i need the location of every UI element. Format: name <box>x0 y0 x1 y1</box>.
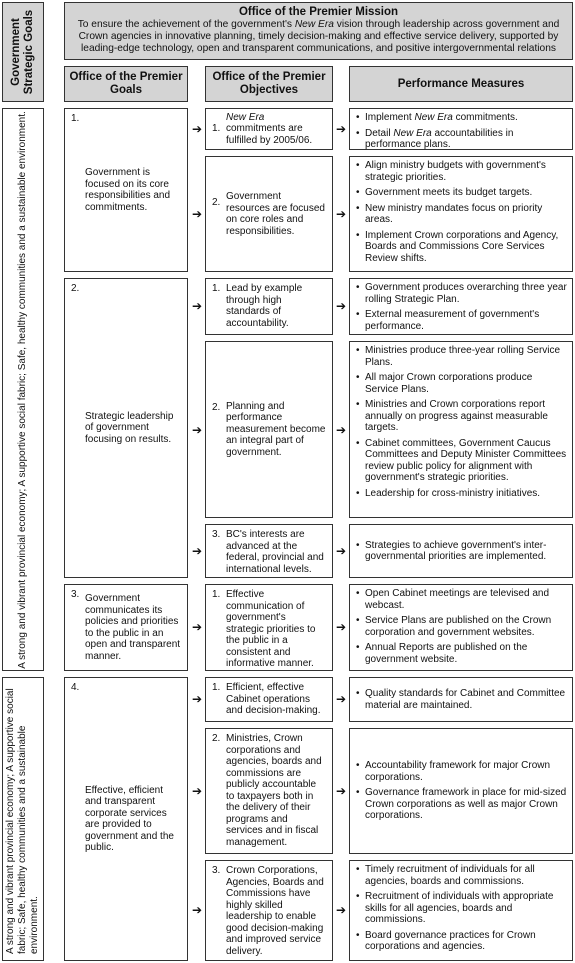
measure-item: • Board governance practices for Crown corporations and agencies. <box>354 930 568 953</box>
measures-2-3 <box>349 524 573 578</box>
objective-4-1 <box>205 677 333 722</box>
measures-4-2 <box>349 728 573 854</box>
measure-item: • Leadership for cross-ministry initiatives. <box>354 488 568 500</box>
arrow-right-icon: ➔ <box>191 299 203 313</box>
measure-item: • Open Cabinet meetings are televised and webcast. <box>354 588 568 611</box>
measure-item: • Recruitment of individuals with appropriate skills for all agencies, boards and commissions. <box>354 891 568 926</box>
arrow-right-icon: ➔ <box>335 299 347 313</box>
measure-item: • Accountability framework for major Crown corporations. <box>354 760 568 783</box>
measure-item: • Ministries produce three-year rolling Service Plans. <box>354 345 568 368</box>
measure-item: • Implement New Era commitments. <box>354 112 568 124</box>
objective-text: New Era commitments are fulfilled by 2005/06. <box>226 111 313 146</box>
objective-text: Planning and performance measurement become an integral part of government. <box>226 400 326 458</box>
objective-number: 1. <box>212 283 221 294</box>
measures-4-1 <box>349 677 573 722</box>
measure-item: • Government meets its budget targets. <box>354 187 568 199</box>
objective-3-1 <box>205 584 333 671</box>
objective-text: Efficient, effective Cabinet operations and decision-making. <box>226 682 321 716</box>
objective-number: 1. <box>212 682 221 693</box>
measure-item: • All major Crown corporations produce Service Plans. <box>354 372 568 395</box>
header-strategic-goals <box>2 2 44 102</box>
objective-number: 2. <box>212 197 221 208</box>
objective-number: 2. <box>212 733 221 744</box>
arrow-right-icon: ➔ <box>335 784 347 798</box>
measure-item: • External measurement of government's performance. <box>354 309 568 332</box>
arrow-right-icon: ➔ <box>335 620 347 634</box>
arrow-right-icon: ➔ <box>335 903 347 917</box>
measures-2-1 <box>349 278 573 335</box>
measure-item: • Governance framework in place for mid-sized Crown corporations as well as major Crown corporations. <box>354 787 568 822</box>
goal-text: Government is focused on its core responsibilities and commitments. <box>85 167 171 213</box>
measure-item: • Government produces overarching three year rolling Strategic Plan. <box>354 282 568 305</box>
arrow-right-icon: ➔ <box>191 122 203 136</box>
strategic-goal-text-2: A strong and vibrant provincial economy; A supportive social fabric; Safe, healthy communities and a sustainable environment. <box>5 688 40 954</box>
header-premier-objectives <box>205 66 333 102</box>
arrow-right-icon: ➔ <box>335 207 347 221</box>
header-premier-goals-label: Office of the Premier Goals <box>69 71 183 96</box>
goal-number: 3. <box>71 589 80 600</box>
mission-box <box>64 2 573 60</box>
arrow-right-icon: ➔ <box>191 903 203 917</box>
objective-text: Crown Corporations, Agencies, Boards and Commissions have highly skilled leadership to enable good decision-making and improved service delivery. <box>226 865 324 957</box>
arrow-right-icon: ➔ <box>335 122 347 136</box>
header-performance-measures <box>349 66 573 102</box>
objective-text: Lead by example through high standards of accountability. <box>226 283 303 329</box>
objective-text: BC's interests are advanced at the federal, provincial and international levels. <box>226 529 324 575</box>
arrow-right-icon: ➔ <box>191 544 203 558</box>
measure-item: • Ministries and Crown corporations report annually on progress against measurable targets. <box>354 399 568 434</box>
objective-text: Effective communication of government's strategic priorities to the public in a consistent and informative manner. <box>226 589 316 669</box>
arrow-right-icon: ➔ <box>191 620 203 634</box>
measures-2-2 <box>349 341 573 518</box>
objective-number: 3. <box>212 865 221 876</box>
header-performance-measures-label: Performance Measures <box>397 77 525 90</box>
objective-text: Ministries, Crown corporations and agencies, boards and commissions are publicly accountable to taxpayers both in the delivery of their programs and services and in fiscal management. <box>226 733 322 848</box>
measure-item: • Timely recruitment of individuals for all agencies, boards and commissions. <box>354 864 568 887</box>
measures-1-1 <box>349 108 573 150</box>
strategic-goal-text-1: A strong and vibrant provincial economy; A supportive social fabric; Safe, healthy communities and a sustainable environment. <box>17 110 28 669</box>
goal-text: Effective, efficient and transparent corporate services are provided to government and the public. <box>85 784 174 853</box>
goal-text: Government communicates its policies and priorities to the public in an open and transparent manner. <box>85 593 181 662</box>
measure-item: • Align ministry budgets with government's strategic priorities. <box>354 160 568 183</box>
arrow-right-icon: ➔ <box>335 423 347 437</box>
mission-title: Office of the Premier Mission <box>238 6 399 18</box>
goal-2 <box>64 278 188 578</box>
measures-1-2 <box>349 156 573 272</box>
objective-number: 2. <box>212 402 221 413</box>
objective-2-2 <box>205 341 333 518</box>
mission-text: To ensure the achievement of the government's New Era vision through leadership across government and Crown agencies in innovative planning, timely decision-making and effective service delivery, supported by leading-edge technology, open and transparent communications, and positive intergovernmental relations <box>77 19 560 55</box>
measure-item: • Annual Reports are published on the government website. <box>354 642 568 665</box>
measure-item: • Cabinet committees, Government Caucus Committees and Deputy Minister Committees review public policy for alignment with government's strategic priorities. <box>354 438 568 484</box>
objective-2-3 <box>205 524 333 578</box>
goal-number: 2. <box>71 283 80 294</box>
goal-4 <box>64 677 188 961</box>
measure-item: • Strategies to achieve government's inter-governmental priorities are implemented. <box>354 540 568 563</box>
arrow-right-icon: ➔ <box>191 423 203 437</box>
measure-item: • Service Plans are published on the Crown corporation and government websites. <box>354 615 568 638</box>
objective-4-3 <box>205 860 333 961</box>
measures-3-1 <box>349 584 573 671</box>
objective-1-1 <box>205 108 333 150</box>
objective-number: 3. <box>212 529 221 540</box>
goal-3 <box>64 584 188 671</box>
strategic-goal-band-2 <box>2 677 44 961</box>
goal-1 <box>64 108 188 272</box>
measure-item: • New ministry mandates focus on priority areas. <box>354 203 568 226</box>
objective-number: 1. <box>212 589 221 600</box>
arrow-right-icon: ➔ <box>191 207 203 221</box>
goal-number: 4. <box>71 682 80 693</box>
strategic-goal-band-1 <box>2 108 44 671</box>
goal-text: Strategic leadership of government focusing on results. <box>85 410 174 445</box>
header-premier-goals <box>64 66 188 102</box>
measure-item: • Detail New Era accountabilities in performance plans. <box>354 128 568 151</box>
arrow-right-icon: ➔ <box>191 692 203 706</box>
objective-4-2 <box>205 728 333 854</box>
header-premier-objectives-label: Office of the Premier Objectives <box>212 71 326 96</box>
arrow-right-icon: ➔ <box>335 544 347 558</box>
measure-item: • Quality standards for Cabinet and Committee material are maintained. <box>354 688 568 711</box>
measures-4-3 <box>349 860 573 961</box>
header-strategic-goals-label: Government Strategic Goals <box>10 9 35 95</box>
objective-text: Government resources are focused on core roles and responsibilities. <box>226 191 325 237</box>
arrow-right-icon: ➔ <box>191 784 203 798</box>
objective-number: 1. <box>212 123 221 135</box>
objective-2-1 <box>205 278 333 335</box>
measure-item: • Implement Crown corporations and Agency, Boards and Commissions Core Services Review shifts. <box>354 230 568 265</box>
goal-number: 1. <box>71 113 80 124</box>
arrow-right-icon: ➔ <box>335 692 347 706</box>
objective-1-2 <box>205 156 333 272</box>
